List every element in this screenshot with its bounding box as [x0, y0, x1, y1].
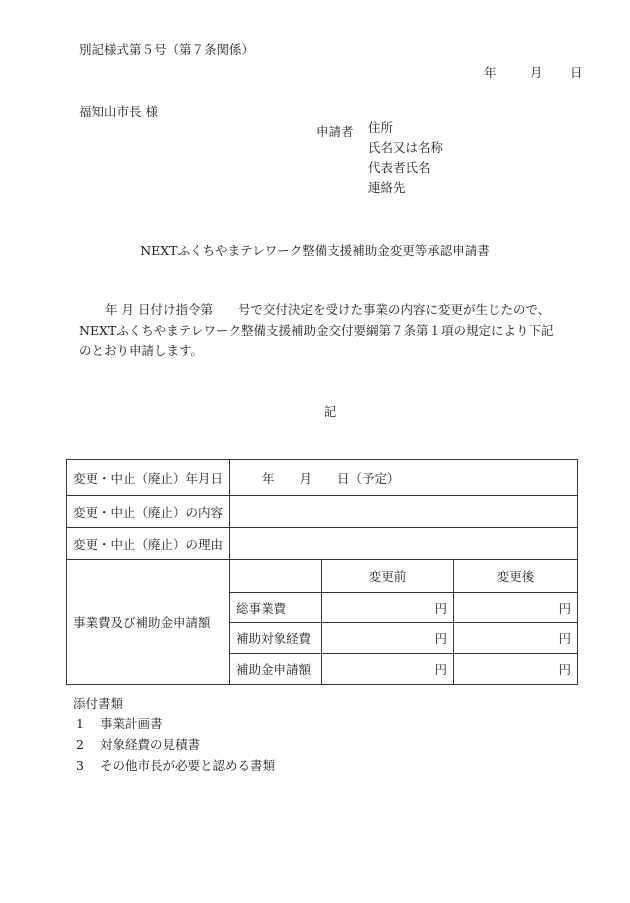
amount-before: 円: [322, 623, 454, 654]
applicant-address: 住所: [368, 120, 394, 135]
table-row: [67, 496, 578, 528]
row-label: 変更・中止（廃止）の理由: [67, 528, 230, 560]
table-row: [67, 460, 578, 496]
item-number: 2: [76, 737, 84, 752]
ki-heading: 記: [323, 404, 337, 419]
attachments-list: [76, 713, 275, 776]
date-day: 日: [570, 65, 583, 80]
list-item: [76, 734, 275, 755]
header-blank: [230, 560, 322, 593]
item-number: 3: [76, 758, 84, 773]
row-value: [230, 528, 578, 560]
addressee: 福知山市長 様: [79, 104, 158, 119]
amount-row-label: 総事業費: [230, 593, 322, 623]
amount-row-label: 補助対象経費: [230, 623, 322, 654]
body-text: [79, 300, 589, 362]
attachments-heading: 添付書類: [73, 696, 124, 711]
document-title: NEXTふくちやまテレワーク整備支援補助金変更等承認申請書: [140, 243, 490, 258]
applicant-fields: [368, 122, 443, 198]
table-row: [67, 528, 578, 560]
amount-row-label: 補助金申請額: [230, 654, 322, 685]
column-after: 変更後: [454, 560, 578, 593]
row-value: 年 月 日（予定）: [230, 460, 578, 496]
applicant-name: 氏名又は名称: [368, 140, 444, 155]
item-text: 対象経費の見積書: [100, 737, 201, 752]
amount-after: 円: [454, 623, 578, 654]
application-table: [66, 459, 578, 685]
list-item: [76, 713, 275, 734]
column-before: 変更前: [322, 560, 454, 593]
list-item: [76, 755, 275, 776]
item-number: 1: [76, 716, 84, 731]
item-text: 事業計画書: [100, 716, 163, 731]
form-number: 別記様式第５号（第７条関係）: [79, 42, 255, 57]
applicant-contact: 連絡先: [368, 180, 406, 195]
row-label: 変更・中止（廃止）年月日: [67, 460, 230, 496]
amount-before: 円: [322, 593, 454, 623]
amount-after: 円: [454, 593, 578, 623]
date-year: 年: [484, 65, 497, 80]
date-month: 月: [530, 65, 543, 80]
table-row: [67, 560, 578, 593]
amount-after: 円: [454, 654, 578, 685]
applicant-label: 申請者: [316, 124, 354, 139]
row-label: 変更・中止（廃止）の内容: [67, 496, 230, 528]
applicant-representative: 代表者氏名: [368, 160, 431, 175]
item-text: その他市長が必要と認める書類: [100, 758, 276, 773]
date-line: [484, 63, 583, 81]
amount-label: 事業費及び補助金申請額: [67, 560, 230, 685]
row-value: [230, 496, 578, 528]
body-line-2: NEXTふくちやまテレワーク整備支援補助金交付要綱第７条第１項の規定により下記: [79, 322, 554, 338]
amount-before: 円: [322, 654, 454, 685]
body-line-1: 年 月 日付け指令第 号で交付決定を受けた事業の内容に変更が生じたので、: [105, 302, 551, 317]
body-line-3: のとおり申請します。: [79, 343, 204, 358]
